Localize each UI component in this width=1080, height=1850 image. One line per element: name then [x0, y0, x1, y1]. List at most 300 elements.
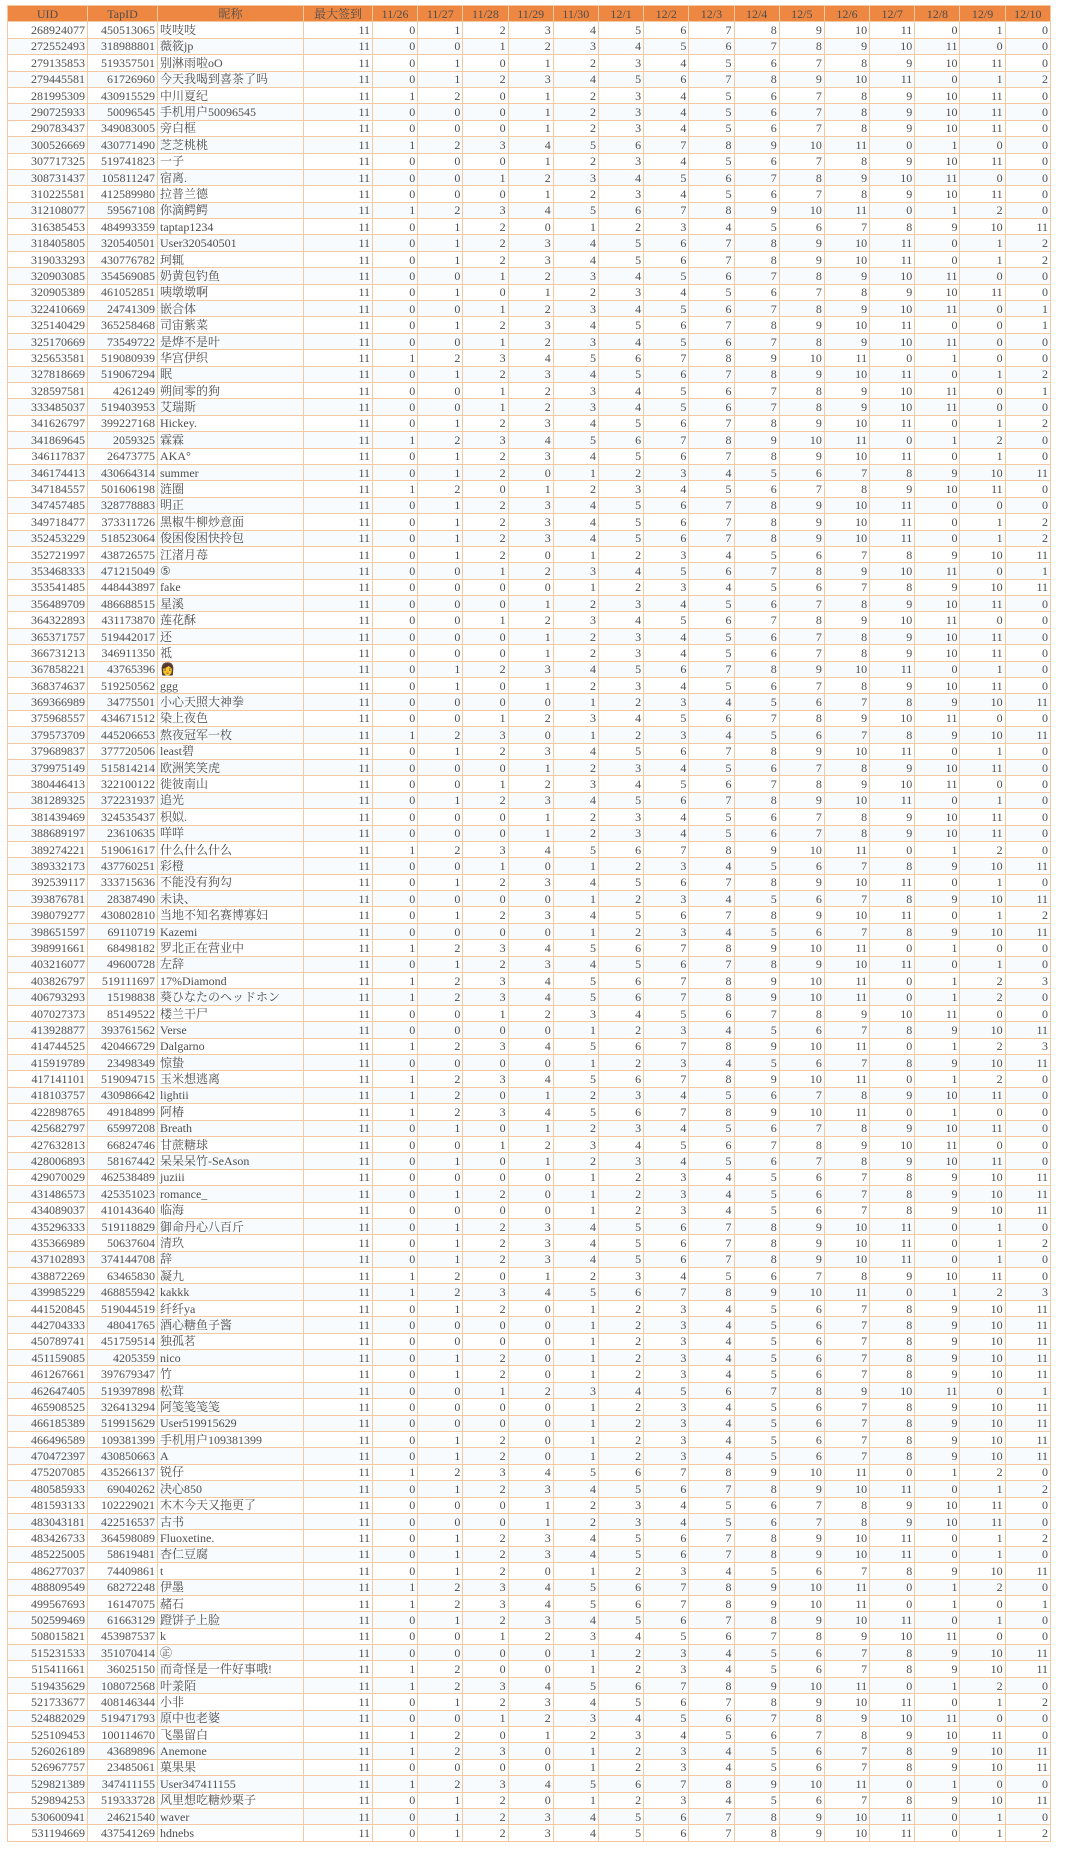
day-cell[interactable]: 8 [779, 268, 824, 284]
day-cell[interactable]: 9 [870, 55, 915, 71]
day-cell[interactable]: 11 [870, 1825, 915, 1841]
day-cell[interactable]: 0 [960, 1776, 1005, 1792]
day-cell[interactable]: 9 [870, 87, 915, 103]
day-cell[interactable]: 0 [508, 1661, 553, 1677]
day-cell[interactable]: 10 [915, 104, 960, 120]
day-cell[interactable]: 7 [824, 1743, 869, 1759]
day-cell[interactable]: 0 [373, 169, 418, 185]
tapid-cell[interactable]: 519471793 [88, 1710, 158, 1726]
day-cell[interactable]: 1 [418, 1792, 463, 1808]
day-cell[interactable]: 9 [915, 1448, 960, 1464]
day-cell[interactable]: 5 [734, 1563, 779, 1579]
day-cell[interactable]: 6 [779, 579, 824, 595]
day-cell[interactable]: 0 [1005, 22, 1050, 38]
day-cell[interactable]: 0 [960, 612, 1005, 628]
day-cell[interactable]: 6 [734, 1120, 779, 1136]
uid-cell[interactable]: 417141101 [8, 1071, 88, 1087]
uid-cell[interactable]: 466185389 [8, 1415, 88, 1431]
day-cell[interactable]: 1 [553, 464, 598, 480]
max-checkin-cell[interactable]: 11 [304, 301, 373, 317]
day-cell[interactable]: 0 [373, 759, 418, 775]
day-cell[interactable]: 11 [870, 956, 915, 972]
day-cell[interactable]: 8 [779, 1710, 824, 1726]
day-cell[interactable]: 0 [915, 1546, 960, 1562]
day-cell[interactable]: 0 [373, 792, 418, 808]
day-cell[interactable]: 1 [463, 38, 508, 54]
day-cell[interactable]: 0 [463, 153, 508, 169]
day-cell[interactable]: 6 [689, 333, 734, 349]
nickname-cell[interactable]: 锐仔 [158, 1464, 304, 1480]
day-cell[interactable]: 11 [824, 137, 869, 153]
uid-cell[interactable]: 319033293 [8, 251, 88, 267]
day-cell[interactable]: 0 [960, 710, 1005, 726]
day-cell[interactable]: 0 [960, 169, 1005, 185]
column-header[interactable]: 11/27 [418, 6, 463, 22]
nickname-cell[interactable]: 旁白框 [158, 120, 304, 136]
day-cell[interactable]: 8 [689, 1071, 734, 1087]
day-cell[interactable]: 1 [463, 301, 508, 317]
day-cell[interactable]: 9 [915, 1759, 960, 1775]
day-cell[interactable]: 8 [689, 1677, 734, 1693]
tapid-cell[interactable]: 519118829 [88, 1218, 158, 1234]
day-cell[interactable]: 6 [689, 1710, 734, 1726]
day-cell[interactable]: 7 [689, 743, 734, 759]
nickname-cell[interactable]: 阿笺笺笺笺 [158, 1399, 304, 1415]
day-cell[interactable]: 11 [960, 759, 1005, 775]
day-cell[interactable]: 5 [553, 1104, 598, 1120]
day-cell[interactable]: 2 [508, 710, 553, 726]
day-cell[interactable]: 6 [644, 251, 689, 267]
day-cell[interactable]: 1 [418, 1120, 463, 1136]
max-checkin-cell[interactable]: 11 [304, 1759, 373, 1775]
day-cell[interactable]: 0 [418, 301, 463, 317]
day-cell[interactable]: 6 [598, 1071, 643, 1087]
day-cell[interactable]: 7 [689, 366, 734, 382]
day-cell[interactable]: 11 [824, 202, 869, 218]
day-cell[interactable]: 5 [553, 1038, 598, 1054]
day-cell[interactable]: 3 [644, 1431, 689, 1447]
max-checkin-cell[interactable]: 11 [304, 1743, 373, 1759]
day-cell[interactable]: 0 [508, 1431, 553, 1447]
day-cell[interactable]: 2 [508, 1005, 553, 1021]
tapid-cell[interactable]: 462538489 [88, 1169, 158, 1185]
day-cell[interactable]: 3 [463, 1038, 508, 1054]
day-cell[interactable]: 11 [870, 1235, 915, 1251]
day-cell[interactable]: 3 [644, 1415, 689, 1431]
day-cell[interactable]: 1 [373, 350, 418, 366]
day-cell[interactable]: 2 [463, 1530, 508, 1546]
day-cell[interactable]: 1 [463, 1382, 508, 1398]
day-cell[interactable]: 5 [644, 563, 689, 579]
day-cell[interactable]: 9 [734, 202, 779, 218]
day-cell[interactable]: 8 [870, 1333, 915, 1349]
day-cell[interactable]: 10 [960, 1300, 1005, 1316]
day-cell[interactable]: 8 [734, 71, 779, 87]
day-cell[interactable]: 9 [779, 530, 824, 546]
day-cell[interactable]: 3 [508, 514, 553, 530]
day-cell[interactable]: 8 [779, 1628, 824, 1644]
day-cell[interactable]: 4 [553, 1808, 598, 1824]
day-cell[interactable]: 10 [915, 87, 960, 103]
day-cell[interactable]: 0 [418, 579, 463, 595]
day-cell[interactable]: 5 [734, 1792, 779, 1808]
day-cell[interactable]: 10 [915, 759, 960, 775]
day-cell[interactable]: 5 [598, 1808, 643, 1824]
day-cell[interactable]: 1 [960, 71, 1005, 87]
nickname-cell[interactable]: 木木今天又拖更了 [158, 1497, 304, 1513]
day-cell[interactable]: 4 [644, 55, 689, 71]
day-cell[interactable]: 5 [553, 1464, 598, 1480]
uid-cell[interactable]: 347184557 [8, 481, 88, 497]
day-cell[interactable]: 7 [689, 874, 734, 890]
day-cell[interactable]: 1 [418, 661, 463, 677]
day-cell[interactable]: 11 [1005, 891, 1050, 907]
day-cell[interactable]: 7 [734, 301, 779, 317]
day-cell[interactable]: 0 [463, 1022, 508, 1038]
day-cell[interactable]: 8 [689, 989, 734, 1005]
day-cell[interactable]: 2 [553, 153, 598, 169]
day-cell[interactable]: 7 [779, 1727, 824, 1743]
day-cell[interactable]: 2 [1005, 530, 1050, 546]
day-cell[interactable]: 2 [418, 727, 463, 743]
day-cell[interactable]: 1 [508, 825, 553, 841]
day-cell[interactable]: 8 [689, 432, 734, 448]
day-cell[interactable]: 11 [870, 514, 915, 530]
uid-cell[interactable]: 451159085 [8, 1350, 88, 1366]
day-cell[interactable]: 2 [1005, 235, 1050, 251]
day-cell[interactable]: 0 [508, 1333, 553, 1349]
max-checkin-cell[interactable]: 11 [304, 514, 373, 530]
nickname-cell[interactable]: 还 [158, 628, 304, 644]
day-cell[interactable]: 0 [870, 841, 915, 857]
day-cell[interactable]: 7 [824, 1448, 869, 1464]
day-cell[interactable]: 8 [734, 235, 779, 251]
day-cell[interactable]: 8 [824, 87, 869, 103]
day-cell[interactable]: 1 [960, 514, 1005, 530]
day-cell[interactable]: 0 [915, 1218, 960, 1234]
day-cell[interactable]: 5 [598, 1694, 643, 1710]
nickname-cell[interactable]: 杏仁豆腐 [158, 1546, 304, 1562]
day-cell[interactable]: 4 [553, 366, 598, 382]
uid-cell[interactable]: 346117837 [8, 448, 88, 464]
day-cell[interactable]: 4 [644, 1727, 689, 1743]
day-cell[interactable]: 9 [734, 350, 779, 366]
column-header[interactable]: 12/4 [734, 6, 779, 22]
day-cell[interactable]: 10 [824, 907, 869, 923]
day-cell[interactable]: 1 [418, 366, 463, 382]
day-cell[interactable]: 10 [960, 1169, 1005, 1185]
day-cell[interactable]: 0 [1005, 612, 1050, 628]
day-cell[interactable]: 6 [734, 628, 779, 644]
tapid-cell[interactable]: 445206653 [88, 727, 158, 743]
day-cell[interactable]: 2 [463, 71, 508, 87]
day-cell[interactable]: 0 [1005, 759, 1050, 775]
day-cell[interactable]: 11 [960, 1727, 1005, 1743]
day-cell[interactable]: 5 [734, 1333, 779, 1349]
day-cell[interactable]: 11 [1005, 219, 1050, 235]
day-cell[interactable]: 3 [463, 137, 508, 153]
day-cell[interactable]: 0 [373, 891, 418, 907]
day-cell[interactable]: 3 [508, 792, 553, 808]
tapid-cell[interactable]: 24741309 [88, 301, 158, 317]
day-cell[interactable]: 0 [1005, 448, 1050, 464]
day-cell[interactable]: 2 [598, 1333, 643, 1349]
day-cell[interactable]: 6 [644, 907, 689, 923]
day-cell[interactable]: 9 [915, 1415, 960, 1431]
day-cell[interactable]: 10 [960, 727, 1005, 743]
day-cell[interactable]: 1 [373, 1579, 418, 1595]
tapid-cell[interactable]: 109381399 [88, 1431, 158, 1447]
day-cell[interactable]: 10 [824, 251, 869, 267]
day-cell[interactable]: 2 [418, 1284, 463, 1300]
tapid-cell[interactable]: 23498349 [88, 1055, 158, 1071]
day-cell[interactable]: 2 [1005, 415, 1050, 431]
day-cell[interactable]: 7 [734, 382, 779, 398]
max-checkin-cell[interactable]: 11 [304, 530, 373, 546]
day-cell[interactable]: 9 [915, 1169, 960, 1185]
day-cell[interactable]: 4 [598, 38, 643, 54]
uid-cell[interactable]: 407027373 [8, 1005, 88, 1021]
nickname-cell[interactable]: 阿椿 [158, 1104, 304, 1120]
day-cell[interactable]: 6 [779, 1055, 824, 1071]
day-cell[interactable]: 1 [373, 1595, 418, 1611]
day-cell[interactable]: 8 [734, 1546, 779, 1562]
day-cell[interactable]: 1 [418, 546, 463, 562]
day-cell[interactable]: 9 [870, 104, 915, 120]
day-cell[interactable]: 2 [598, 1743, 643, 1759]
day-cell[interactable]: 0 [960, 301, 1005, 317]
day-cell[interactable]: 2 [463, 1694, 508, 1710]
day-cell[interactable]: 10 [824, 1218, 869, 1234]
day-cell[interactable]: 3 [553, 563, 598, 579]
day-cell[interactable]: 7 [644, 1038, 689, 1054]
day-cell[interactable]: 11 [960, 87, 1005, 103]
uid-cell[interactable]: 413928877 [8, 1022, 88, 1038]
day-cell[interactable]: 10 [960, 694, 1005, 710]
day-cell[interactable]: 9 [870, 1087, 915, 1103]
day-cell[interactable]: 0 [418, 104, 463, 120]
day-cell[interactable]: 0 [508, 1448, 553, 1464]
day-cell[interactable]: 0 [870, 350, 915, 366]
day-cell[interactable]: 0 [373, 1431, 418, 1447]
day-cell[interactable]: 6 [734, 825, 779, 841]
day-cell[interactable]: 10 [779, 1038, 824, 1054]
day-cell[interactable]: 3 [463, 989, 508, 1005]
max-checkin-cell[interactable]: 11 [304, 87, 373, 103]
day-cell[interactable]: 0 [915, 907, 960, 923]
day-cell[interactable]: 9 [915, 1661, 960, 1677]
day-cell[interactable]: 0 [373, 661, 418, 677]
day-cell[interactable]: 4 [689, 1792, 734, 1808]
day-cell[interactable]: 3 [598, 120, 643, 136]
day-cell[interactable]: 0 [463, 104, 508, 120]
day-cell[interactable]: 1 [960, 1825, 1005, 1841]
day-cell[interactable]: 10 [870, 382, 915, 398]
day-cell[interactable]: 3 [644, 1448, 689, 1464]
tapid-cell[interactable]: 320540501 [88, 235, 158, 251]
day-cell[interactable]: 0 [463, 1317, 508, 1333]
day-cell[interactable]: 7 [644, 1464, 689, 1480]
day-cell[interactable]: 10 [824, 497, 869, 513]
day-cell[interactable]: 0 [915, 317, 960, 333]
day-cell[interactable]: 4 [598, 710, 643, 726]
day-cell[interactable]: 1 [915, 1776, 960, 1792]
day-cell[interactable]: 10 [960, 1759, 1005, 1775]
day-cell[interactable]: 7 [689, 514, 734, 530]
day-cell[interactable]: 2 [553, 1153, 598, 1169]
day-cell[interactable]: 1 [553, 891, 598, 907]
day-cell[interactable]: 10 [915, 628, 960, 644]
day-cell[interactable]: 8 [870, 1399, 915, 1415]
day-cell[interactable]: 0 [1005, 153, 1050, 169]
day-cell[interactable]: 10 [870, 38, 915, 54]
day-cell[interactable]: 1 [553, 219, 598, 235]
day-cell[interactable]: 3 [644, 1399, 689, 1415]
day-cell[interactable]: 0 [418, 1628, 463, 1644]
day-cell[interactable]: 6 [689, 1382, 734, 1398]
day-cell[interactable]: 9 [870, 759, 915, 775]
day-cell[interactable]: 2 [598, 1300, 643, 1316]
day-cell[interactable]: 1 [508, 1153, 553, 1169]
day-cell[interactable]: 7 [779, 759, 824, 775]
nickname-cell[interactable]: summer [158, 464, 304, 480]
day-cell[interactable]: 2 [553, 1727, 598, 1743]
day-cell[interactable]: 8 [870, 1300, 915, 1316]
max-checkin-cell[interactable]: 11 [304, 1153, 373, 1169]
day-cell[interactable]: 0 [915, 235, 960, 251]
day-cell[interactable]: 6 [644, 22, 689, 38]
nickname-cell[interactable]: 未诀、 [158, 891, 304, 907]
day-cell[interactable]: 0 [418, 1645, 463, 1661]
day-cell[interactable]: 2 [598, 1186, 643, 1202]
tapid-cell[interactable]: 15198838 [88, 989, 158, 1005]
uid-cell[interactable]: 368374637 [8, 678, 88, 694]
day-cell[interactable]: 2 [463, 1366, 508, 1382]
day-cell[interactable]: 4 [689, 1022, 734, 1038]
day-cell[interactable]: 11 [1005, 1792, 1050, 1808]
day-cell[interactable]: 0 [960, 1104, 1005, 1120]
day-cell[interactable]: 1 [418, 1186, 463, 1202]
day-cell[interactable]: 7 [824, 1366, 869, 1382]
day-cell[interactable]: 1 [373, 432, 418, 448]
max-checkin-cell[interactable]: 11 [304, 1136, 373, 1152]
day-cell[interactable]: 9 [779, 1235, 824, 1251]
day-cell[interactable]: 7 [734, 776, 779, 792]
nickname-cell[interactable]: ⑤ [158, 563, 304, 579]
day-cell[interactable]: 1 [373, 202, 418, 218]
day-cell[interactable]: 7 [734, 563, 779, 579]
day-cell[interactable]: 9 [870, 120, 915, 136]
day-cell[interactable]: 8 [870, 1415, 915, 1431]
day-cell[interactable]: 6 [644, 1251, 689, 1267]
day-cell[interactable]: 11 [824, 1677, 869, 1693]
day-cell[interactable]: 6 [598, 841, 643, 857]
day-cell[interactable]: 10 [960, 1022, 1005, 1038]
max-checkin-cell[interactable]: 11 [304, 333, 373, 349]
nickname-cell[interactable]: 咩咩 [158, 825, 304, 841]
day-cell[interactable]: 6 [689, 776, 734, 792]
day-cell[interactable]: 2 [598, 1431, 643, 1447]
day-cell[interactable]: 4 [553, 907, 598, 923]
day-cell[interactable]: 2 [463, 1563, 508, 1579]
uid-cell[interactable]: 341869645 [8, 432, 88, 448]
day-cell[interactable]: 2 [418, 137, 463, 153]
day-cell[interactable]: 2 [598, 1661, 643, 1677]
uid-cell[interactable]: 379975149 [8, 759, 88, 775]
day-cell[interactable]: 3 [508, 1481, 553, 1497]
uid-cell[interactable]: 515411661 [8, 1661, 88, 1677]
day-cell[interactable]: 4 [598, 1710, 643, 1726]
day-cell[interactable]: 0 [373, 1448, 418, 1464]
day-cell[interactable]: 2 [553, 1497, 598, 1513]
day-cell[interactable]: 11 [824, 989, 869, 1005]
day-cell[interactable]: 0 [463, 1087, 508, 1103]
day-cell[interactable]: 8 [779, 333, 824, 349]
day-cell[interactable]: 2 [463, 1218, 508, 1234]
day-cell[interactable]: 11 [960, 284, 1005, 300]
day-cell[interactable]: 2 [598, 727, 643, 743]
day-cell[interactable]: 2 [418, 432, 463, 448]
tapid-cell[interactable]: 4261249 [88, 382, 158, 398]
day-cell[interactable]: 2 [960, 1071, 1005, 1087]
day-cell[interactable]: 8 [689, 841, 734, 857]
tapid-cell[interactable]: 85149522 [88, 1005, 158, 1021]
tapid-cell[interactable]: 28387490 [88, 891, 158, 907]
max-checkin-cell[interactable]: 11 [304, 481, 373, 497]
day-cell[interactable]: 6 [779, 1743, 824, 1759]
day-cell[interactable]: 9 [779, 1481, 824, 1497]
day-cell[interactable]: 0 [373, 382, 418, 398]
day-cell[interactable]: 0 [1005, 1546, 1050, 1562]
day-cell[interactable]: 0 [463, 1513, 508, 1529]
nickname-cell[interactable]: 松茸 [158, 1382, 304, 1398]
day-cell[interactable]: 5 [734, 1317, 779, 1333]
day-cell[interactable]: 5 [734, 727, 779, 743]
day-cell[interactable]: 6 [644, 743, 689, 759]
day-cell[interactable]: 6 [779, 1169, 824, 1185]
day-cell[interactable]: 2 [960, 989, 1005, 1005]
day-cell[interactable]: 9 [734, 1038, 779, 1054]
tapid-cell[interactable]: 24621540 [88, 1808, 158, 1824]
day-cell[interactable]: 4 [644, 120, 689, 136]
day-cell[interactable]: 0 [960, 38, 1005, 54]
day-cell[interactable]: 4 [644, 104, 689, 120]
day-cell[interactable]: 1 [553, 1661, 598, 1677]
day-cell[interactable]: 8 [779, 776, 824, 792]
uid-cell[interactable]: 441520845 [8, 1300, 88, 1316]
day-cell[interactable]: 0 [463, 628, 508, 644]
day-cell[interactable]: 1 [463, 1628, 508, 1644]
day-cell[interactable]: 0 [373, 563, 418, 579]
day-cell[interactable]: 2 [463, 956, 508, 972]
day-cell[interactable]: 2 [1005, 71, 1050, 87]
day-cell[interactable]: 5 [689, 153, 734, 169]
day-cell[interactable]: 9 [915, 727, 960, 743]
day-cell[interactable]: 8 [824, 153, 869, 169]
day-cell[interactable]: 2 [1005, 1694, 1050, 1710]
day-cell[interactable]: 11 [915, 710, 960, 726]
day-cell[interactable]: 0 [915, 22, 960, 38]
day-cell[interactable]: 7 [824, 1645, 869, 1661]
day-cell[interactable]: 11 [824, 1595, 869, 1611]
uid-cell[interactable]: 422898765 [8, 1104, 88, 1120]
nickname-cell[interactable]: k [158, 1628, 304, 1644]
column-header[interactable]: 昵称 [158, 6, 304, 22]
day-cell[interactable]: 1 [463, 399, 508, 415]
day-cell[interactable]: 11 [1005, 464, 1050, 480]
uid-cell[interactable]: 347457485 [8, 497, 88, 513]
day-cell[interactable]: 11 [1005, 579, 1050, 595]
